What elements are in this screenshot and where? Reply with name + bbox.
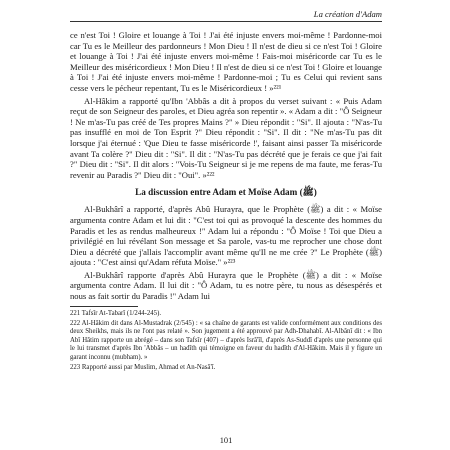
running-title: La création d'Adam	[70, 9, 382, 22]
page-content	[70, 30, 382, 373]
paragraph-bukhari-1: Al-Bukhârî a rapporté, d'après Abû Hurayra, que le Prophète (ﷺ) a dit : « Moïse argumenta contre Adam et lui dit : "C'est toi qui as provoqué la descente des hommes du Paradis et les as rendus malheureux !" Adam lui a répondu : "Ô Moïse ! Toi que Dieu a privilégié en lui révélant Son message et Sa parole, vas-tu me reprocher une chose dont Dieu a décrété que j'allais l'accomplir avant même qu'Il ne me crée ?" Le Prophète (ﷺ) ajouta : "C'est ainsi qu'Adam réfuta Moïse." »²²³	[70, 204, 382, 268]
section-heading: La discussion entre Adam et Moïse Adam (ﷺ)	[135, 187, 317, 198]
footnote-223: 223 Rapporté aussi par Muslim, Ahmad et An-Nasâ'î.	[70, 364, 216, 372]
paragraph-hakim: Al-Hâkim a rapporté qu'Ibn 'Abbâs a dit à propos du verset suivant : « Puis Adam reçut de son Seigneur des paroles, et Dieu agréa son repentir ». « Adam a dit : "Ô Seigneur ! Ne m'as-Tu pas créé de Tes propres Mains ?" » Dieu répondit : "Si". Il ajouta : "N'as-Tu pas insufflé en moi de Ton Esprit ?" Dieu répondit : "Si". Il dit : "Ne m'as-Tu pas dit lorsque j'ai éternué : 'Que Dieu te fasse miséricorde !', faisant ainsi passer Ta miséricorde avant Ta colère ?" Dieu dit : "Si". Il dit : "N'as-Tu pas décrété que je ferais ce que j'ai fait ?" Dieu dit : "Si". Il dit alors : "Vois-Tu Seigneur si je me repens de ma faute, me feras-Tu revenir au Paradis ?" Dieu dit : "Oui". »²²²	[70, 95, 382, 180]
paragraph-bukhari-2: Al-Bukhârî rapporte d'après Abû Hurayra que le Prophète (ﷺ) a dit : « Moïse argumenta contre Adam. Il lui dit : "Ô Adam, tu es notre père, tu nous as désespérés et nous as fait sortir du Paradis !" Adam lui	[70, 269, 382, 302]
footnote-divider	[70, 306, 138, 307]
page-number: 101	[219, 436, 233, 445]
footnote-222: 222 Al-Hâkim dit dans Al-Mustadrak (2/545) : « sa chaîne de garants est valide conformément aux conditions des deux Sheikhs, mais ils ne l'ont pas relaté ». Son jugement a été approuvé par Adh-Dhahabî. Al-Albânî dit : « Ibn Abî Hâtim rapporte un abrégé – dans son Tafsîr (407) – d'après Isrâ'îl, d'après As-Suddî d'après une personne qui le lui transmet d'après Ibn 'Abbâs – un hadîth qui témoigne en faveur du hadîth d'Al-Hâkim. Mais il y figure un garant inconnu (mubham). »	[70, 320, 382, 361]
paragraph-continuation: ce n'est Toi ! Gloire et louange à Toi ! J'ai été injuste envers moi-même ! Pardonne-moi car Tu es le Meilleur des pardonneurs ! Mon Dieu ! Il n'est de dieu si ce n'est Toi ! Gloire et louange à Toi ! J'ai été injuste envers moi-même ! Fais-moi miséricorde car Tu es le Meilleur des miséricordieux ! Mon Dieu ! Il n'est de dieu si ce n'est Toi ! Gloire et louange à Toi ! J'ai été injuste envers moi-même ! Pardonne-moi ; Tu es Celui qui revient sans cesse vers le pécheur repentant, Tu es le Miséricordieux ! »²²¹	[70, 30, 382, 93]
footnote-221: 221 Tafsîr At-Tabarî (1/244-245).	[70, 309, 162, 317]
